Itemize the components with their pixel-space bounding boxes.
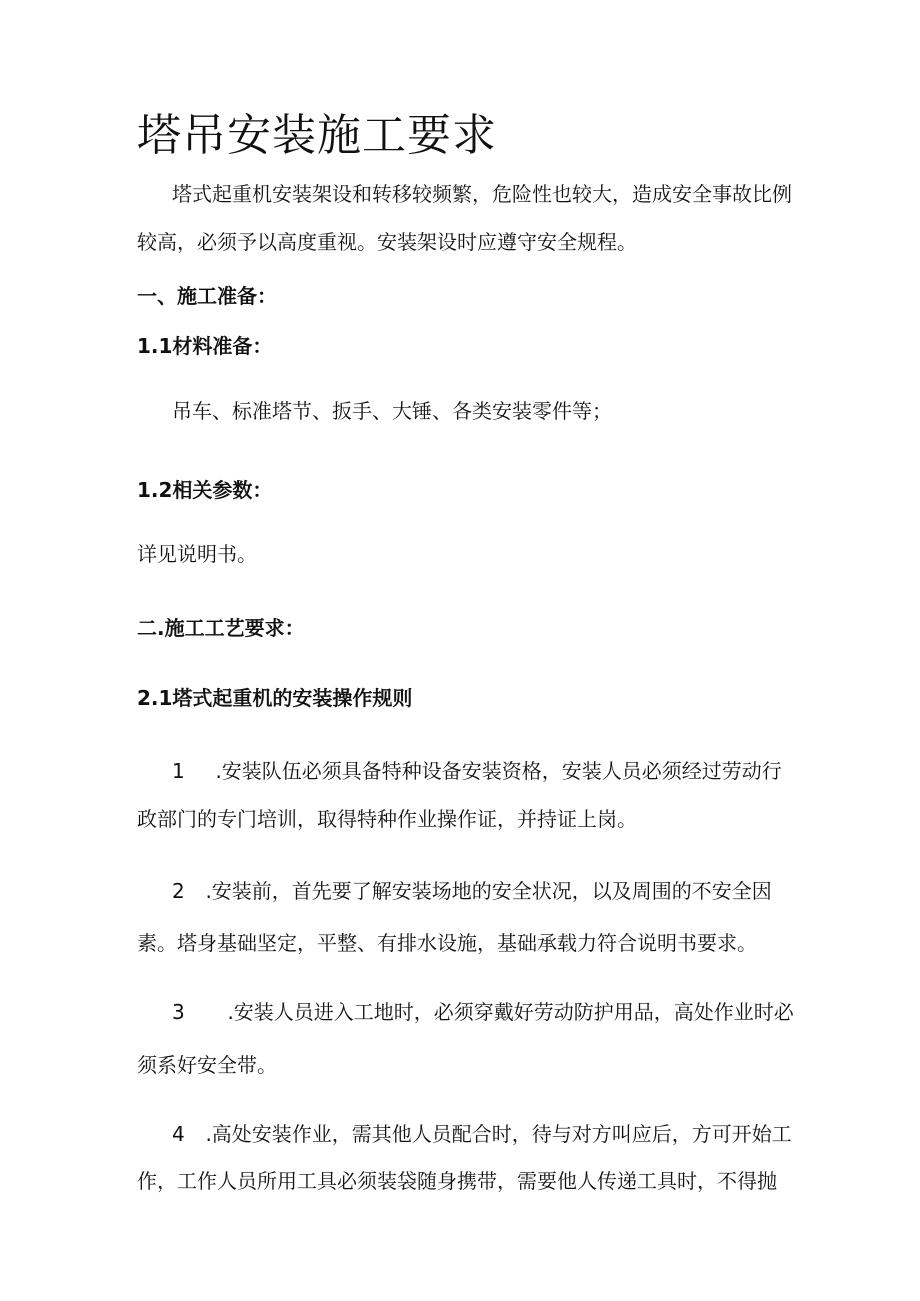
list-item-2-second-line: 素。塔身基础坚定，平整、有排水设施，基础承载力符合说明书要求。 <box>137 931 757 955</box>
document-title: 塔吊安装施工要求 <box>137 110 497 161</box>
list-item-4-second-line: 作，工作人员所用工具必须装袋随身携带，需要他人传递工具时，不得抛 <box>137 1169 777 1193</box>
section-1-2-body: 详见说明书。 <box>137 542 257 566</box>
section-1-1-body: 吊车、标准塔节、扳手、大锤、各类安装零件等； <box>172 399 612 423</box>
list-item-3-first-line <box>172 998 794 1026</box>
intro-line-1: 塔式起重机安装架设和转移较频繁，危险性也较大，造成安全事故比例 <box>172 182 792 206</box>
section-2-1-heading: 2.1塔式起重机的安装操作规则 <box>137 686 413 710</box>
section-1-heading: 一、施工准备： <box>137 284 277 308</box>
list-item-number: 1 <box>172 759 185 783</box>
intro-line-2: 较高，必须予以高度重视。安装架设时应遵守安全规程。 <box>137 230 637 254</box>
section-1-2-heading: 1.2相关参数： <box>137 478 273 502</box>
list-item-text: .安装前，首先要了解安装场地的安全状况，以及周围的不安全因 <box>205 879 772 903</box>
section-1-1-heading: 1.1材料准备： <box>137 334 273 358</box>
list-item-2-first-line <box>172 877 772 905</box>
list-item-text: .高处安装作业，需其他人员配合时，待与对方叫应后，方可开始工 <box>205 1122 792 1146</box>
list-item-text: .安装人员进入工地时，必须穿戴好劳动防护用品，高处作业时必 <box>227 1000 794 1024</box>
section-2-heading: 二.施工工艺要求： <box>137 616 305 640</box>
list-item-1-first-line <box>172 757 782 785</box>
list-item-text: .安装队伍必须具备特种设备安装资格，安装人员必须经过劳动行 <box>215 759 782 783</box>
list-item-number: 3 <box>172 1000 185 1024</box>
list-item-3-second-line: 须系好安全带。 <box>137 1053 277 1077</box>
list-item-1-second-line: 政部门的专门培训，取得特种作业操作证，并持证上岗。 <box>137 807 637 831</box>
list-item-number: 2 <box>172 879 185 903</box>
list-item-number: 4 <box>172 1122 185 1146</box>
list-item-4-first-line <box>172 1120 792 1148</box>
